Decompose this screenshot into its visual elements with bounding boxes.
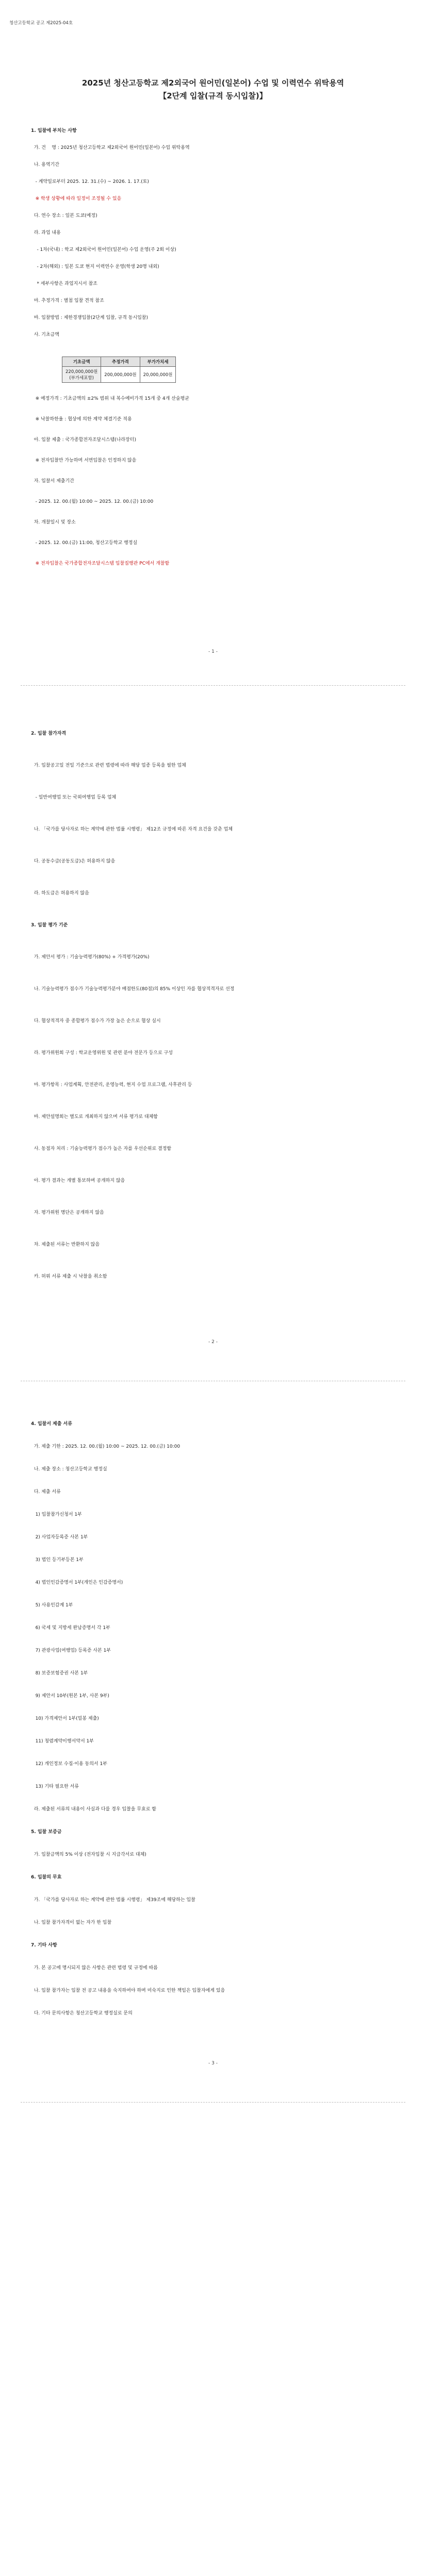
body-line: - 2025. 12. 00.(금) 11:00, 청산고등학교 행정실: [31, 540, 138, 546]
body-line: 1) 입찰참가신청서 1부: [31, 1512, 82, 1517]
body-line: 가. 입찰공고일 전일 기준으로 관련 법령에 따라 해당 업종 등록을 필한 업체: [31, 763, 186, 768]
body-line: 다. 공동수급(공동도급)은 허용하지 않음: [31, 859, 116, 864]
body-line: - 1차(국내) : 학교 제2외국어 원어민(일본어) 수업 운영(주 2회 이상): [31, 247, 176, 252]
section-heading: 7. 기타 사항: [31, 1943, 57, 1948]
body-line: * 세부사항은 과업지시서 참조: [31, 281, 97, 286]
body-line: - 2차(해외) : 일본 도쿄 현지 이력연수 운영(학생 20명 내외): [31, 264, 159, 269]
body-line: 마. 평가항목 : 사업계획, 안전관리, 운영능력, 현지 수업 프로그램, 사후관리 등: [31, 1082, 192, 1088]
body-line: 가. 본 공고에 명시되지 않은 사항은 관련 법령 및 규정에 따름: [31, 1965, 158, 1971]
doc-number: 청산고등학교 공고 제2025-04호: [9, 21, 73, 26]
page-number: - 1 -: [208, 649, 218, 654]
cost-value: 220,000,000원: [65, 369, 98, 375]
body-line: 가. 입찰금액의 5% 이상 (전자입찰 시 지급각서로 대체): [31, 1852, 146, 1857]
body-line: 라. 제출된 서류의 내용이 사실과 다를 경우 입찰을 무효로 함: [31, 1807, 156, 1812]
body-line: 4) 법인인감증명서 1부(개인은 인감증명서): [31, 1580, 123, 1585]
body-line: 라. 하도급은 허용하지 않음: [31, 891, 89, 896]
page-divider: [21, 2102, 405, 2103]
section-heading: 6. 입찰의 무효: [31, 1875, 62, 1880]
body-line: 마. 추정가격 : 별첨 입찰 견적 참조: [31, 298, 104, 303]
cost-header: 기초금액: [62, 357, 101, 367]
body-line: 다. 협상적격자 중 종합평가 점수가 가장 높은 순으로 협상 실시: [31, 1019, 161, 1024]
body-line: 13) 기타 필요한 서류: [31, 1784, 79, 1789]
body-line: 사. 동점자 처리 : 기술능력평가 점수가 높은 자를 우선순위로 결정함: [31, 1146, 172, 1151]
body-line: 7) 관광사업(여행업) 등록증 사본 1부: [31, 1648, 111, 1653]
body-line: 3) 법인 등기부등본 1부: [31, 1557, 84, 1563]
body-line: 나. 기술능력평가 점수가 기술능력평가분야 배점한도(80점)의 85% 이상인 자를 협상적격자로 선정: [31, 987, 235, 992]
section-heading: 5. 입찰 보증금: [31, 1829, 62, 1835]
body-line: 나. 용역기간: [31, 162, 59, 167]
body-line: 나. 입찰 참가자격이 없는 자가 한 입찰: [31, 1920, 112, 1925]
page-number: - 3 -: [208, 2061, 218, 2066]
section-heading: 1. 입찰에 부치는 사항: [31, 128, 77, 133]
body-line: 라. 과업 내용: [31, 230, 61, 235]
document-title: 2025년 청산고등학교 제2외국어 원어민(일본어) 수업 및 이력연수 위탁용역: [81, 78, 345, 88]
body-line: 8) 보증보험증권 사본 1부: [31, 1671, 88, 1676]
body-line: 10) 가격제안서 1부(밀봉 제출): [31, 1716, 99, 1721]
section-heading: 4. 입찰서 제출 서류: [31, 1421, 72, 1427]
body-line: 다. 기타 문의사항은 청산고등학교 행정실로 문의: [31, 2011, 133, 2016]
body-line: 자. 입찰서 제출기간: [31, 479, 74, 484]
body-line: 2) 사업자등록증 사본 1부: [31, 1535, 88, 1540]
cost-cell: 200,000,000원: [101, 367, 140, 383]
body-line: 자. 평가위원 명단은 공개하지 않음: [31, 1210, 104, 1215]
body-line: 사. 기초금액: [31, 332, 59, 337]
body-line: 아. 평가 결과는 개별 통보하며 공개하지 않음: [31, 1178, 125, 1183]
body-line: 차. 개찰일시 및 장소: [31, 520, 76, 525]
body-line: 12) 개인정보 수집·이용 동의서 1부: [31, 1761, 107, 1767]
body-line: 바. 제안설명회는 별도로 개최하지 않으며 서류 평가로 대체함: [31, 1114, 158, 1120]
body-line: 가. 제출 기한 : 2025. 12. 00.(월) 10:00 ~ 2025. 12. 00.(금) 10:00: [31, 1444, 181, 1449]
cost-cell: 20,000,000원: [140, 367, 176, 383]
body-line: 가. 제안서 평가 : 기술능력평가(80%) + 가격평가(20%): [31, 955, 150, 960]
document-subtitle: 【2단계 입찰(규격 동시입찰)】: [159, 91, 267, 100]
body-line: ※ 낙찰하한율 : 협상에 의한 계약 체결기준 적용: [31, 417, 132, 422]
body-line: ※ 예정가격 : 기초금액의 ±2% 범위 내 복수예비가격 15개 중 4개 산술평균: [31, 396, 189, 401]
body-line: - 일반여행업 또는 국외여행업 등록 업체: [31, 795, 117, 800]
body-line: 나. 입찰 참가자는 입찰 전 공고 내용을 숙지하여야 하며 미숙지로 인한 책임은 입찰자에게 있음: [31, 1988, 225, 1993]
body-line: 다. 제출 서류: [31, 1489, 61, 1495]
body-line: 5) 사용인감계 1부: [31, 1603, 73, 1608]
body-line: 카. 허위 서류 제출 시 낙찰을 취소함: [31, 1274, 107, 1279]
cost-cell: [62, 367, 101, 383]
body-line: 나. 제출 장소 : 청산고등학교 행정실: [31, 1467, 107, 1472]
body-line: 11) 청렴계약이행서약서 1부: [31, 1739, 94, 1744]
body-line: ※ 학생 상황에 따라 일정이 조정될 수 있음: [31, 196, 122, 201]
body-line: 6) 국세 및 지방세 완납증명서 각 1부: [31, 1625, 110, 1631]
body-line: 다. 연수 장소 : 일본 도쿄(예정): [31, 213, 97, 218]
body-line: ※ 전자입찰은 국가종합전자조달시스템 입찰집행관 PC에서 개찰함: [31, 561, 170, 566]
page-divider: [21, 685, 405, 686]
section-heading: 2. 입찰 참가자격: [31, 731, 67, 736]
page-number: - 2 -: [208, 1340, 218, 1345]
body-line: 가. 「국가를 당사자로 하는 계약에 관한 법률 시행령」 제39조에 해당하는 입찰: [31, 1897, 195, 1903]
body-line: 라. 평가위원회 구성 : 학교운영위원 및 관련 분야 전문가 등으로 구성: [31, 1050, 173, 1056]
body-line: 9) 제안서 10부(원본 1부, 사본 9부): [31, 1693, 109, 1699]
body-line: 가. 건 명 : 2025년 청산고등학교 제2외국어 원어민(일본어) 수업 위탁용역: [31, 145, 190, 150]
body-line: ※ 전자입찰만 가능하며 서면입찰은 인정하지 않음: [31, 458, 137, 463]
body-line: 나. 「국가를 당사자로 하는 계약에 관한 법률 시행령」 제12조 규정에 따른 자격 요건을 갖춘 업체: [31, 827, 233, 832]
cost-header: 부가가치세: [140, 357, 176, 367]
body-line: - 계약일로부터 2025. 12. 31.(수) ~ 2026. 1. 17.(토): [31, 179, 149, 184]
cost-table: [62, 357, 176, 383]
body-line: 바. 입찰방법 : 제한경쟁입찰(2단계 입찰, 규격 동시입찰): [31, 315, 148, 320]
body-line: 아. 입찰 제출 : 국가종합전자조달시스템(나라장터): [31, 437, 136, 443]
cost-header: 추정가격: [101, 357, 140, 367]
body-line: 차. 제출된 서류는 반환하지 않음: [31, 1242, 100, 1247]
body-line: - 2025. 12. 00.(월) 10:00 ~ 2025. 12. 00.(금) 10:00: [31, 499, 154, 504]
section-heading: 3. 입찰 평가 기준: [31, 923, 68, 928]
cost-row-label: (부가세포함): [69, 376, 94, 381]
